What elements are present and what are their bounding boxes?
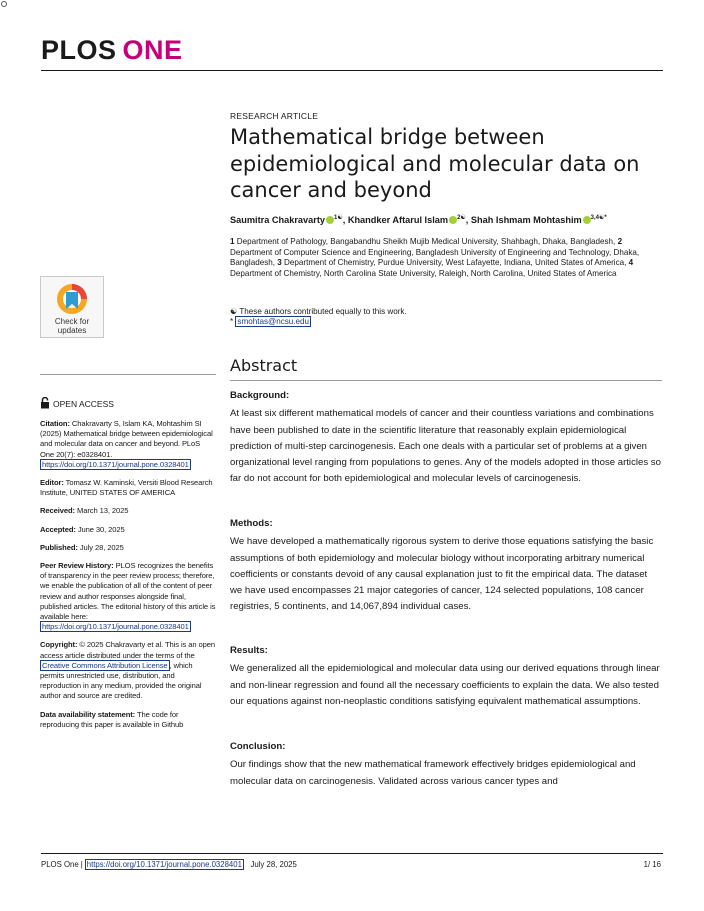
orcid-icon[interactable] (326, 216, 334, 224)
logo-one: ONE (122, 35, 183, 65)
section-text: We generalized all the epidemiological and molecular data using our derived equations through linear and non-linear regression and found all the necessary coefficients to explain the data. We also tested our equations against non-neoplastic conditions satisfying equivalent mathematical assumptions. (230, 663, 660, 707)
open-access-text: OPEN ACCESS (53, 399, 114, 409)
section-heading: Conclusion: (230, 741, 286, 752)
footer-rule (41, 853, 663, 854)
affil-text: Department of Pathology, Bangabandhu Sheikh Mujib Medical University, Shahbagh, Dhaka, Bangladesh, (234, 237, 618, 246)
published-date: July 28, 2025 (77, 542, 124, 552)
affil-number: 1 (230, 237, 235, 246)
footer-date: July 28, 2025 (250, 860, 297, 869)
email-marker: * (230, 317, 236, 326)
logo-plos: PLOS (41, 35, 117, 65)
check-updates-icon (55, 282, 89, 316)
license-link[interactable]: Creative Commons Attribution License (42, 660, 168, 670)
citation-label: Citation: (40, 419, 70, 428)
email-link[interactable]: smohtas@ncsu.edu (237, 317, 310, 326)
copyright-block (40, 640, 216, 701)
abstract-conclusion (230, 739, 662, 790)
peer-review-text: PLOS recognizes the benefits of transparency in the peer review process; therefore, we enable the publication of all of the content of peer review and author responses alongside final, published articles. The editorial history of this article is available here: (40, 561, 216, 622)
open-access-label (40, 397, 114, 411)
article-type: RESEARCH ARTICLE (230, 111, 319, 121)
accepted-block (40, 525, 216, 535)
affil-number: 4 (628, 258, 634, 267)
affil-text: Department of Computer Science and Engineering, Bangladesh University of Engineering and Technology, Dhaka, Bangladesh, (230, 247, 640, 267)
received-label: Received: (40, 506, 75, 516)
peer-review-label: Peer Review History: (40, 561, 114, 571)
corresponding-email (230, 317, 311, 326)
data-availability-label: Data availability statement: (40, 709, 136, 719)
author-separator: , (342, 215, 348, 226)
abstract-rule (230, 380, 662, 381)
affiliations (230, 237, 662, 279)
citation-text: Chakravarty S, Islam KA, Mohtashim SI (2025) Mathematical bridge between epidemiological and molecular data on cancer and beyond. PLoS One 20(7): e0328401. (40, 419, 213, 459)
orcid-icon[interactable] (583, 216, 591, 224)
footer-separator: | (80, 860, 83, 869)
page-number: 1/ 16 (643, 860, 661, 869)
copyright-label: Copyright: (40, 640, 78, 650)
article-title: Mathematical bridge between epidemiological and molecular data on cancer and beyond (230, 125, 640, 202)
header-rule (41, 70, 663, 71)
check-updates-line2: updates (57, 326, 87, 335)
footer-doi-link[interactable]: https://doi.org/10.1371/journal.pone.0328401 (86, 860, 242, 869)
author-separator: , (465, 215, 471, 226)
abstract-heading: Abstract (230, 356, 298, 375)
section-text: We have developed a mathematically rigorous system to derive those equations satisfying the basic assumptions of both epidemiology and molecular biology without incorporating arbitrary numerical coefficients or constants devoid of any causal explanation just to fit the empirical data. The dataset we have used encompasses 21 major categories of cancer, 124 selected populations, 108 cancer registries, 5 continents, and 14,067,894 individual cases. (230, 536, 654, 613)
published-block (40, 543, 216, 553)
page-footer (41, 860, 297, 869)
abstract-results (230, 643, 662, 710)
editor-block (40, 478, 216, 498)
received-block (40, 506, 216, 516)
abstract-background (230, 388, 662, 488)
corner-mark (1, 1, 7, 7)
received-date: March 13, 2025 (74, 506, 129, 516)
author-name[interactable]: Khandker Aftarul Islam (347, 215, 449, 226)
orcid-icon[interactable] (449, 216, 457, 224)
citation-doi-link[interactable]: https://doi.org/10.1371/journal.pone.0328401 (42, 459, 189, 469)
section-heading: Background: (230, 390, 290, 401)
data-availability-text: The code for reproducing this paper is available in Github (40, 709, 184, 729)
affil-text: Department of Chemistry, Purdue University, West Lafayette, Indiana, United States of America, (281, 258, 629, 267)
author-list (230, 214, 607, 225)
section-text: Our findings show that the new mathematical framework effectively bridges epidemiological and molecular data on carcinogenesis. Validated across various cancer types and (230, 759, 636, 787)
check-for-updates-badge[interactable] (40, 276, 104, 338)
author-name[interactable]: Shah Ishmam Mohtashim (470, 215, 582, 226)
check-updates-line1: Check for (54, 317, 90, 326)
author-affil-marker: 3,4☯* (590, 215, 607, 221)
journal-logo[interactable] (41, 35, 183, 65)
editor-text: Tomasz W. Kaminski, Versiti Blood Research Institute, UNITED STATES OF AMERICA (40, 478, 213, 498)
affil-text: Department of Chemistry, North Carolina State University, Raleigh, North Carolina, United States of America (230, 268, 617, 278)
data-availability-block (40, 710, 216, 730)
editor-label: Editor: (40, 478, 64, 488)
author-affil-marker: 1☯ (333, 215, 343, 221)
section-heading: Methods: (230, 518, 273, 529)
author-name[interactable]: Saumitra Chakravarty (230, 215, 325, 226)
citation-block (40, 419, 216, 470)
sidebar-rule (40, 374, 216, 375)
affil-number: 2 (617, 237, 623, 246)
section-heading: Results: (230, 645, 268, 656)
open-lock-icon (40, 397, 50, 411)
peer-review-link[interactable]: https://doi.org/10.1371/journal.pone.0328401 (42, 622, 189, 632)
abstract-methods (230, 516, 662, 616)
accepted-date: June 30, 2025 (75, 524, 125, 534)
accepted-label: Accepted: (40, 524, 76, 534)
published-label: Published: (40, 542, 78, 552)
article-info-sidebar (40, 419, 216, 738)
section-text: At least six different mathematical models of cancer and their countless variations and combinations have been published to date in the scientific literature that reasonably explain epidemiological prediction of multi-step carcinogenesis. Each one deals with a particular set of problems at a given organizational level ranging from populations to genes. Any of the models adopted in those articles so far do not account for both epidemiological and molecular levels of carcinogenesis. (230, 408, 661, 485)
copyright-text: © 2025 Chakravarty et al. This is an open access article distributed under the terms of the (40, 640, 215, 660)
copyright-text-end: , which permits unrestricted use, distribution, and reproduction in any medium, provided the original author and source are credited. (40, 660, 202, 701)
equal-contribution-note: ☯ These authors contributed equally to this work. (230, 307, 407, 316)
peer-review-block (40, 561, 216, 632)
affil-number: 3 (277, 258, 282, 267)
footer-journal: PLOS One (41, 860, 79, 869)
author-affil-marker: 2☯ (457, 215, 466, 221)
